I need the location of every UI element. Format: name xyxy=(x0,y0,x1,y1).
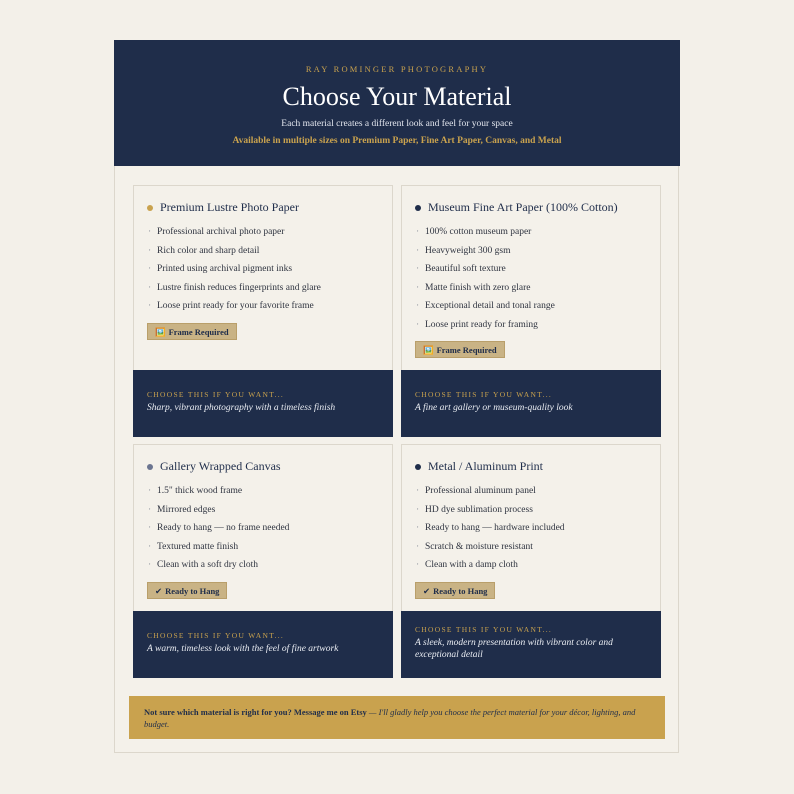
help-lead: Not sure which material is right for you? Message me on Etsy xyxy=(144,707,367,717)
material-guide-sheet xyxy=(114,40,679,753)
card-title: Museum Fine Art Paper (100% Cotton) xyxy=(428,200,618,214)
frame-required-badge xyxy=(415,341,505,358)
feature-item: · Clean with a damp cloth xyxy=(416,559,565,578)
feature-list xyxy=(416,485,565,578)
feature-item: · Clean with a soft dry cloth xyxy=(148,559,289,578)
feature-item: · Rich color and sharp detail xyxy=(148,245,321,264)
material-card-metal xyxy=(401,444,661,678)
choose-label: CHOOSE THIS IF YOU WANT... xyxy=(147,390,285,399)
choose-label: CHOOSE THIS IF YOU WANT... xyxy=(415,390,553,399)
checkmark-icon: ✔ xyxy=(155,586,163,596)
choose-panel xyxy=(133,611,393,678)
page-title: Choose Your Material xyxy=(282,82,512,111)
choose-text: A warm, timeless look with the feel of fine artwork xyxy=(147,644,339,654)
sizes-note: Available in multiple sizes on Premium Paper, Fine Art Paper, Canvas, and Metal xyxy=(232,136,562,146)
bullet-dot-icon xyxy=(415,205,421,211)
feature-item: · Lustre finish reduces fingerprints and glare xyxy=(148,282,321,301)
feature-item: · Ready to hang — no frame needed xyxy=(148,522,289,541)
choose-label: CHOOSE THIS IF YOU WANT... xyxy=(415,625,553,634)
feature-item: · Exceptional detail and tonal range xyxy=(416,300,555,319)
feature-item: · Beautiful soft texture xyxy=(416,263,555,282)
badge-label: Frame Required xyxy=(168,327,229,337)
badge-label: Frame Required xyxy=(436,345,497,355)
framed-picture-icon: 🖼️ xyxy=(155,327,166,337)
choose-text: A sleek, modern presentation with vibrant color and exceptional detail xyxy=(415,638,613,660)
feature-item: · Printed using archival pigment inks xyxy=(148,263,321,282)
feature-item: · Matte finish with zero glare xyxy=(416,282,555,301)
card-title: Gallery Wrapped Canvas xyxy=(160,459,281,473)
bullet-dot-icon xyxy=(147,464,153,470)
checkmark-icon: ✔ xyxy=(423,586,431,596)
page-subtitle: Each material creates a different look and feel for your space xyxy=(281,119,513,129)
feature-item: · Professional aluminum panel xyxy=(416,485,565,504)
feature-list xyxy=(148,485,289,578)
choose-text: A fine art gallery or museum-quality look xyxy=(415,403,573,413)
card-title: Metal / Aluminum Print xyxy=(428,459,544,473)
feature-item: · Heavyweight 300 gsm xyxy=(416,245,555,264)
choose-text: Sharp, vibrant photography with a timeless finish xyxy=(147,403,336,413)
bullet-dot-icon xyxy=(415,464,421,470)
choose-label: CHOOSE THIS IF YOU WANT... xyxy=(147,631,285,640)
badge-label: Ready to Hang xyxy=(433,586,488,596)
card-title: Premium Lustre Photo Paper xyxy=(160,200,299,214)
brand-name: RAY ROMINGER PHOTOGRAPHY xyxy=(305,64,489,74)
feature-list xyxy=(416,226,555,337)
feature-list xyxy=(148,226,321,319)
ready-to-hang-badge xyxy=(415,582,495,599)
feature-item: · 1.5" thick wood frame xyxy=(148,485,289,504)
help-banner xyxy=(129,696,665,739)
ready-to-hang-badge xyxy=(147,582,227,599)
feature-item: · Professional archival photo paper xyxy=(148,226,321,245)
feature-item: · 100% cotton museum paper xyxy=(416,226,555,245)
badge-label: Ready to Hang xyxy=(165,586,220,596)
feature-item: · Loose print ready for your favorite frame xyxy=(148,300,321,319)
material-card-canvas xyxy=(133,444,393,678)
choose-panel xyxy=(401,611,661,678)
choose-panel xyxy=(401,370,661,437)
choose-panel xyxy=(133,370,393,437)
header-banner xyxy=(114,40,680,166)
bullet-dot-icon xyxy=(147,205,153,211)
framed-picture-icon: 🖼️ xyxy=(423,345,434,355)
feature-item: · HD dye sublimation process xyxy=(416,504,565,523)
feature-item: · Loose print ready for framing xyxy=(416,319,555,338)
help-text: — I'll gladly help you choose the perfect material for your décor, lighting, and budget. xyxy=(144,707,636,729)
feature-item: · Mirrored edges xyxy=(148,504,289,523)
frame-required-badge xyxy=(147,323,237,340)
material-card-fine-art-paper xyxy=(401,185,661,437)
material-card-lustre-paper xyxy=(133,185,393,437)
feature-item: · Scratch & moisture resistant xyxy=(416,541,565,560)
feature-item: · Ready to hang — hardware included xyxy=(416,522,565,541)
feature-item: · Textured matte finish xyxy=(148,541,289,560)
